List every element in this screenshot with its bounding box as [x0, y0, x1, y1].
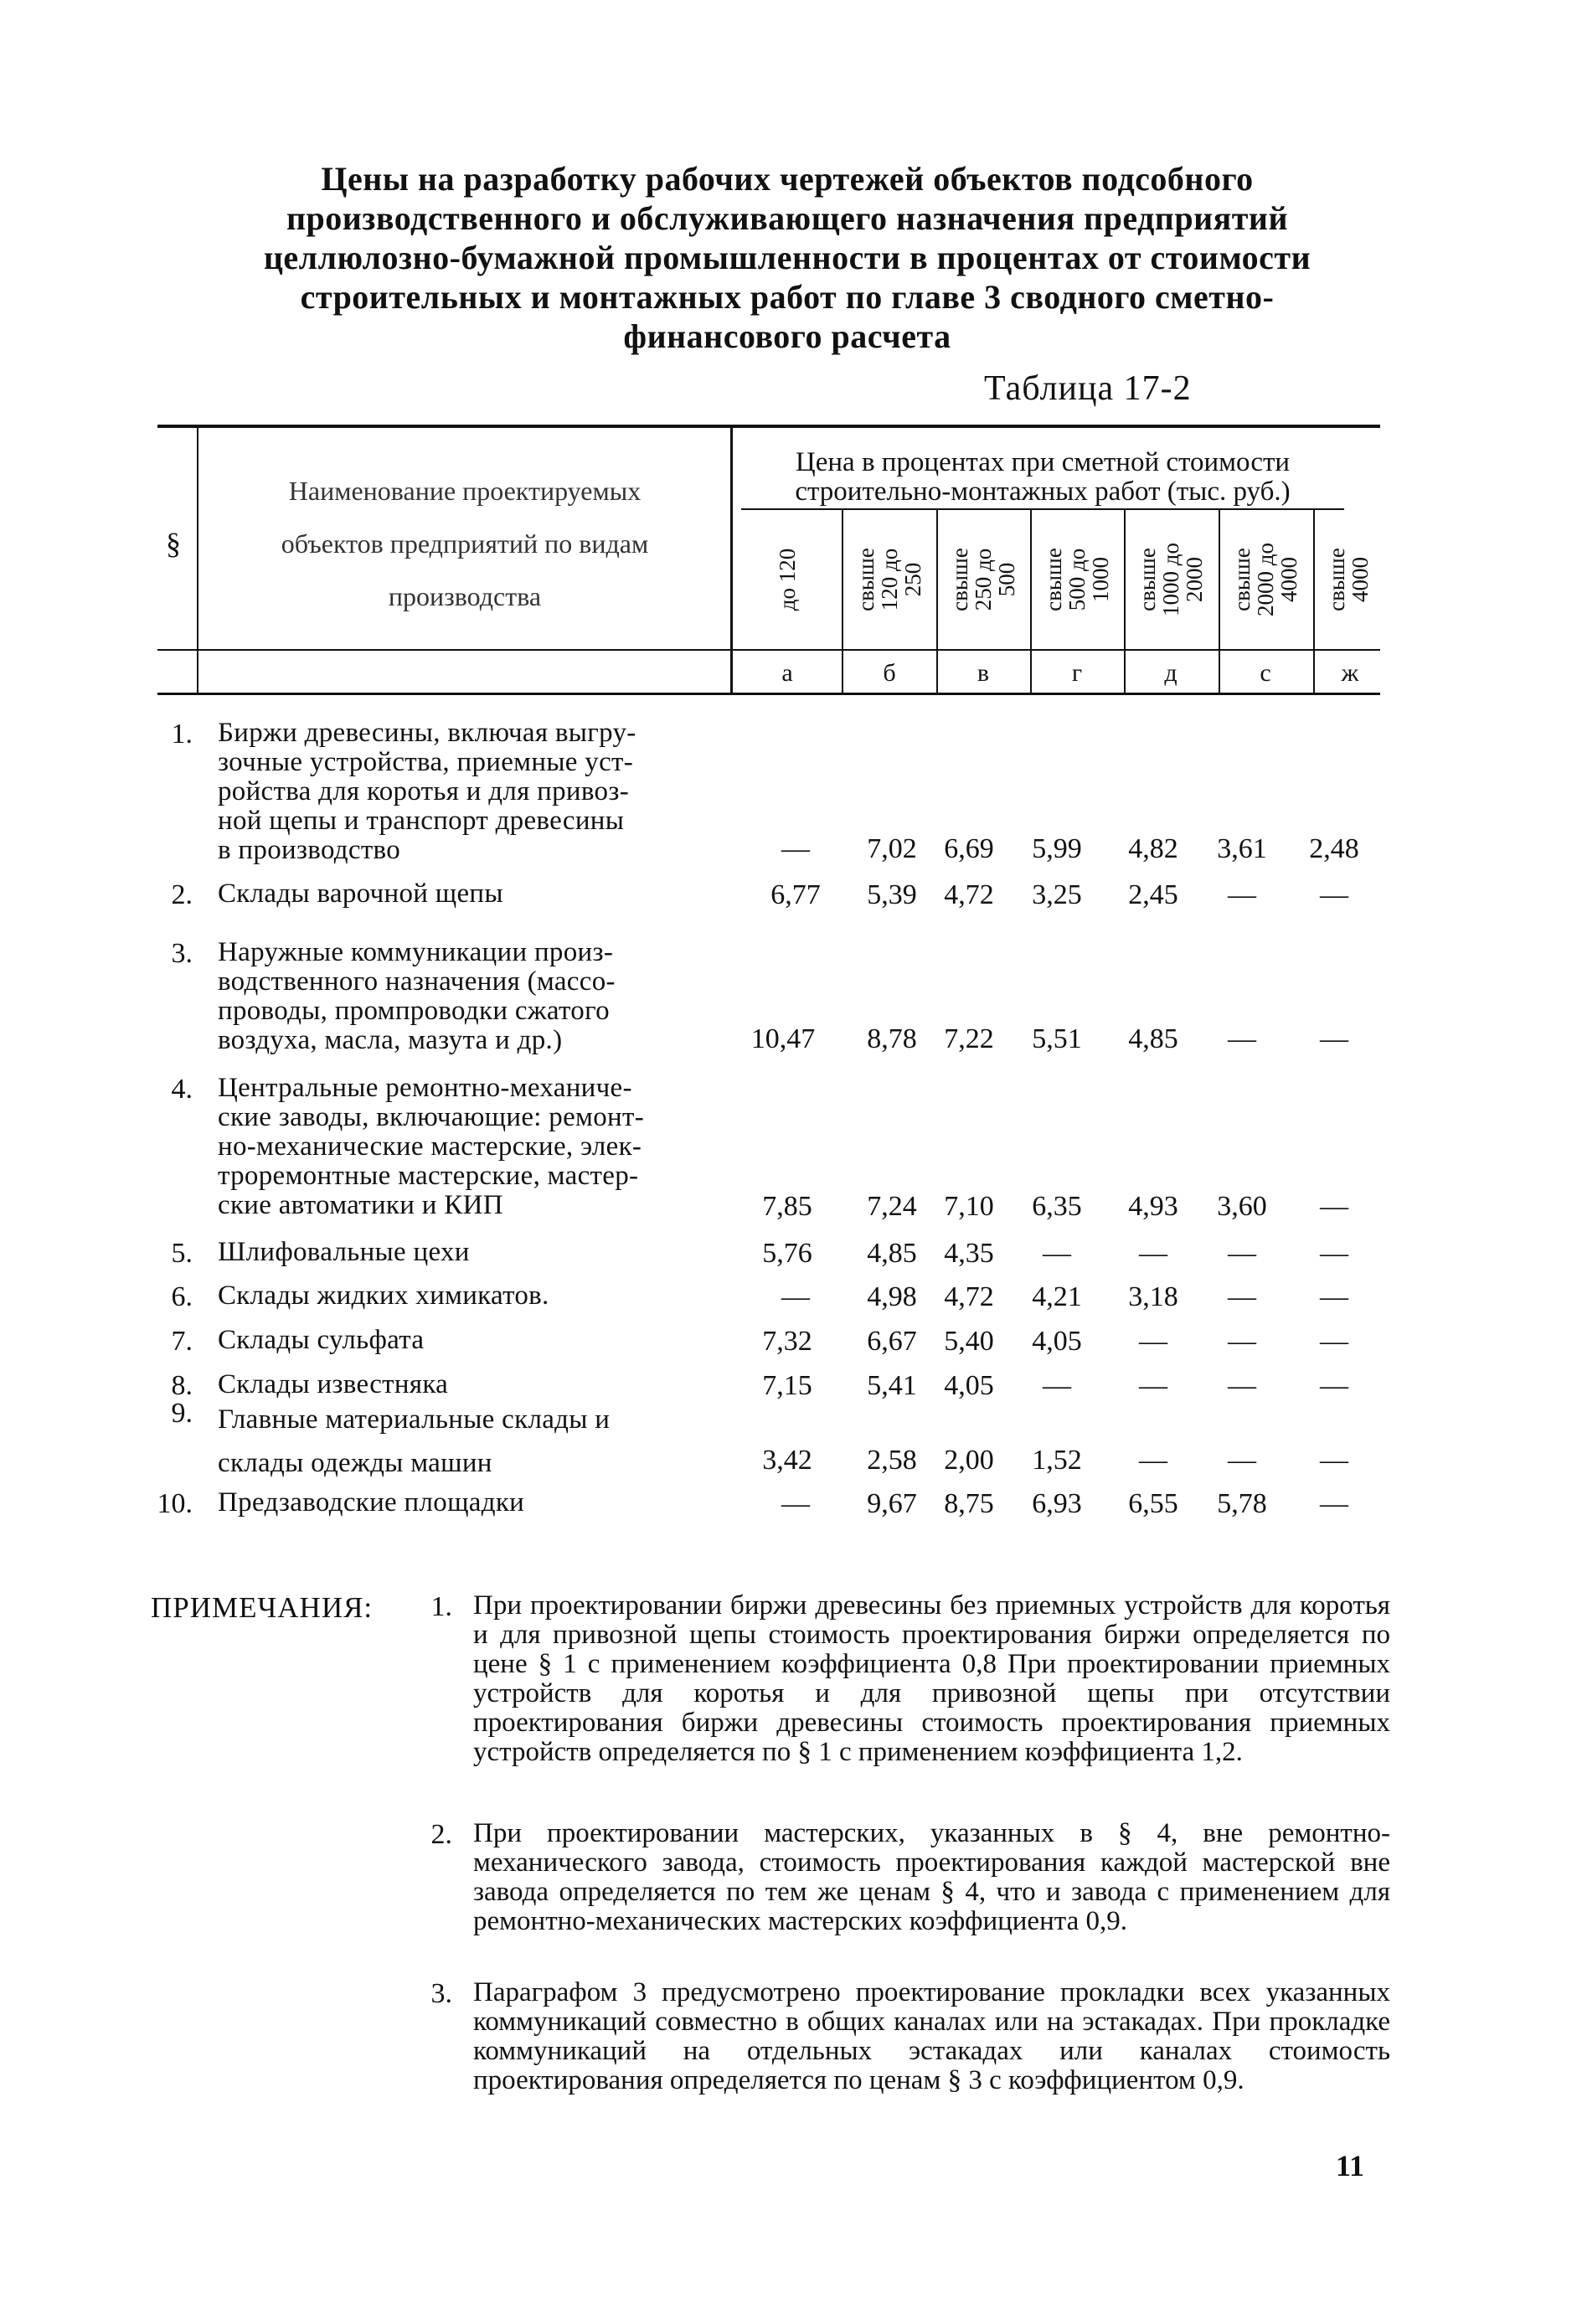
- col-divider: [1124, 508, 1126, 694]
- row-number: 5.: [171, 1238, 193, 1269]
- value-cell: 6,93: [1032, 1488, 1082, 1519]
- value-cell: —: [1139, 1445, 1167, 1476]
- value-cell: 1,52: [1032, 1445, 1082, 1476]
- column-header-line: свыше: [947, 548, 972, 611]
- value-cell: 10,47: [750, 1023, 816, 1054]
- value-cell: 2,48: [1309, 833, 1359, 864]
- column-header-zh: [1325, 548, 1372, 611]
- column-header-line: до 120: [775, 548, 800, 611]
- value-cell: 4,05: [944, 1370, 994, 1401]
- value-cell: —: [1320, 879, 1348, 910]
- value-cell: —: [781, 1488, 810, 1519]
- section-symbol: §: [166, 527, 181, 560]
- rule-top: [157, 425, 1380, 428]
- name-header-line: Наименование проектируемых: [288, 476, 642, 506]
- value-cell: 4,35: [944, 1238, 994, 1269]
- page-number: 11: [1336, 2149, 1365, 2182]
- row-number: 2.: [171, 879, 193, 910]
- name-header: [214, 465, 716, 623]
- value-cell: 4,93: [1128, 1191, 1178, 1222]
- row-number: 1.: [171, 719, 193, 750]
- column-header-line: 2000 до: [1253, 543, 1278, 616]
- column-letter: в: [977, 659, 990, 687]
- value-cell: —: [781, 833, 810, 864]
- row-name-line: Шлифовальные цехи: [218, 1237, 470, 1267]
- row-number: 10.: [157, 1488, 193, 1519]
- value-cell: 6,35: [1032, 1191, 1082, 1222]
- value-cell: 3,42: [762, 1445, 812, 1476]
- value-cell: 4,05: [1032, 1326, 1082, 1357]
- row-number: 3.: [171, 938, 193, 969]
- row-name-line: ские заводы, включающие: ремонт-: [218, 1102, 644, 1132]
- value-cell: 4,82: [1128, 833, 1178, 864]
- value-cell: —: [1228, 1023, 1256, 1054]
- value-cell: 7,02: [867, 833, 917, 864]
- row-name-line: Главные материальные склады и: [218, 1404, 611, 1435]
- row-name: [218, 1370, 724, 1399]
- column-letter: д: [1164, 659, 1177, 687]
- column-header-line: 250: [900, 562, 925, 597]
- value-cell: 4,98: [867, 1281, 917, 1312]
- value-cell: —: [1320, 1238, 1348, 1269]
- value-cell: 9,67: [867, 1488, 917, 1519]
- value-cell: —: [1228, 1238, 1256, 1269]
- value-cell: —: [1139, 1370, 1167, 1401]
- value-cell: —: [1228, 1281, 1256, 1312]
- column-header-line: 120 до: [877, 548, 902, 611]
- rule-price-group: [741, 508, 1344, 510]
- value-cell: 7,22: [944, 1023, 994, 1054]
- row-name-line: ские автоматики и КИП: [218, 1190, 503, 1220]
- row-name: [218, 938, 724, 1055]
- column-header-line: свыше: [1135, 548, 1160, 611]
- col-divider: [936, 508, 938, 694]
- value-cell: 7,24: [867, 1191, 917, 1222]
- column-header-d: [1136, 543, 1206, 616]
- title-line: строительных и монтажных работ по главе 3 сводного сметно-: [300, 278, 1275, 316]
- row-name-line: Склады варочной щепы: [218, 879, 503, 909]
- title-line: производственного и обслуживающего назначения предприятий: [286, 199, 1289, 237]
- value-cell: 8,75: [944, 1488, 994, 1519]
- row-name-line: воздуха, масла, мазута и др.): [218, 1025, 563, 1055]
- value-cell: 2,58: [867, 1445, 917, 1476]
- column-header-v: [948, 548, 1018, 611]
- value-cell: —: [1228, 1445, 1256, 1476]
- column-header-a: [776, 549, 799, 611]
- price-header: [741, 448, 1344, 507]
- row-name: [218, 1074, 724, 1220]
- value-cell: 7,32: [762, 1326, 812, 1357]
- value-cell: 6,77: [770, 879, 821, 910]
- value-cell: —: [1228, 879, 1256, 910]
- column-letter: с: [1260, 659, 1271, 687]
- value-cell: —: [1320, 1281, 1348, 1312]
- value-cell: 2,45: [1128, 879, 1178, 910]
- column-header-line: 500 до: [1064, 548, 1090, 611]
- row-number: 8.: [171, 1370, 193, 1401]
- row-name-line: проводы, промпроводки сжатого: [218, 996, 610, 1026]
- price-header-line: строительно-монтажных работ (тыс. руб.): [795, 477, 1291, 507]
- column-header-line: свыше: [853, 548, 879, 611]
- value-cell: —: [781, 1281, 810, 1312]
- title-line: целлюлозно-бумажной промышленности в процентах от стоимости: [263, 239, 1311, 276]
- row-number: 7.: [171, 1326, 193, 1357]
- value-cell: 4,72: [944, 1281, 994, 1312]
- value-cell: —: [1228, 1326, 1256, 1357]
- row-name-line: Склады известняка: [218, 1369, 449, 1399]
- col-divider: [1219, 508, 1220, 694]
- value-cell: —: [1043, 1370, 1071, 1401]
- column-header-e: [1230, 543, 1301, 616]
- row-name: [218, 879, 724, 909]
- notes-label: ПРИМЕЧАНИЯ:: [151, 1591, 374, 1624]
- column-letter: ж: [1341, 659, 1359, 687]
- title-line: финансового расчета: [623, 317, 951, 355]
- row-name-line: Предзаводские площадки: [218, 1487, 525, 1518]
- name-header-line: производства: [388, 581, 542, 611]
- value-cell: —: [1043, 1238, 1071, 1269]
- value-cell: —: [1320, 1370, 1348, 1401]
- column-header-line: свыше: [1041, 548, 1066, 611]
- col-divider: [730, 426, 733, 694]
- row-name-line: Склады сульфата: [218, 1325, 425, 1355]
- value-cell: —: [1320, 1488, 1348, 1519]
- row-name: [218, 1398, 724, 1485]
- row-name-line: троремонтные мастерские, мастер-: [218, 1161, 639, 1191]
- table-label: Таблица 17-2: [984, 369, 1192, 408]
- value-cell: 5,41: [867, 1370, 917, 1401]
- value-cell: —: [1139, 1326, 1167, 1357]
- row-name-line: склады одежды машин: [218, 1448, 492, 1478]
- row-name-line: в производство: [218, 835, 401, 865]
- value-cell: 4,21: [1032, 1281, 1082, 1312]
- value-cell: 4,85: [867, 1238, 917, 1269]
- col-divider: [197, 426, 198, 694]
- price-header-line: Цена в процентах при сметной стоимости: [795, 447, 1291, 477]
- row-name-line: Центральные ремонтно-механиче-: [218, 1073, 632, 1103]
- value-cell: 7,15: [762, 1370, 812, 1401]
- row-name: [218, 1488, 724, 1518]
- page-title: [159, 159, 1415, 356]
- note-number: 1.: [430, 1591, 452, 1622]
- rule-letters-bottom: [157, 693, 1380, 695]
- value-cell: 6,55: [1128, 1488, 1178, 1519]
- column-header-b: [854, 548, 925, 611]
- value-cell: 3,18: [1128, 1281, 1178, 1312]
- value-cell: 2,00: [944, 1445, 994, 1476]
- value-cell: 8,78: [867, 1023, 917, 1054]
- column-header-line: свыше: [1229, 548, 1255, 611]
- note-text: При проектировании биржи древесины без приемных устройств для коротья и для привозной щепы стоимость проектирования биржи определяется по цене § 1 с применением коэффициента 0,8 При проектировании приемных устройств для коротья и для привозной щепы при отсутствии проектирования биржи древесины стоимость проектирования приемных устройств определяется по § 1 с применением коэффициента 1,2.: [473, 1590, 1390, 1767]
- row-number: 9.: [171, 1398, 193, 1429]
- value-cell: 5,39: [867, 879, 917, 910]
- note-number: 3.: [430, 1978, 452, 2009]
- row-name-line: водственного назначения (массо-: [218, 966, 616, 997]
- row-number: 4.: [171, 1074, 193, 1105]
- column-header-line: 250 до: [971, 548, 996, 611]
- value-cell: 5,76: [762, 1238, 812, 1269]
- column-letter: г: [1071, 659, 1083, 687]
- note-text: При проектировании мастерских, указанных в § 4, вне ремонтно-механического завода, стоимость проектирования каждой мастерской вне завода определяется по тем же ценам § 4, что и завода с применением для ремонтно-механических мастерских коэффициента 0,9.: [473, 1818, 1390, 1936]
- value-cell: 3,61: [1217, 833, 1267, 864]
- row-name-line: Наружные коммуникации произ-: [218, 937, 614, 967]
- value-cell: —: [1320, 1191, 1348, 1222]
- col-divider: [842, 508, 843, 694]
- note-number: 2.: [430, 1819, 452, 1850]
- column-letter: а: [781, 659, 793, 687]
- value-cell: 6,69: [944, 833, 994, 864]
- value-cell: —: [1228, 1370, 1256, 1401]
- row-name: [218, 719, 724, 865]
- column-header-line: свыше: [1324, 548, 1349, 611]
- name-header-line: объектов предприятий по видам: [281, 528, 649, 559]
- value-cell: 7,10: [944, 1191, 994, 1222]
- value-cell: 5,40: [944, 1326, 994, 1357]
- value-cell: —: [1320, 1326, 1348, 1357]
- row-name-line: Биржи древесины, включая выгру-: [218, 718, 636, 748]
- value-cell: —: [1139, 1238, 1167, 1269]
- column-header-line: 1000 до: [1158, 543, 1183, 616]
- value-cell: 6,67: [867, 1326, 917, 1357]
- col-divider: [1313, 508, 1315, 694]
- column-header-line: 4000: [1276, 557, 1301, 602]
- row-name-line: зочные устройства, приемные уст-: [218, 747, 634, 777]
- note-text: Параграфом 3 предусмотрено проектирование прокладки всех указанных коммуникаций совместно в общих каналах или на эстакадах. При прокладке коммуникаций на отдельных эстакадах или каналах стоимость проектирования определяется по ценам § 3 с коэффициентом 0,9.: [473, 1977, 1390, 2095]
- row-name-line: ройства для коротья и для привоз-: [218, 776, 629, 806]
- column-header-line: 1000: [1088, 557, 1113, 602]
- row-name: [218, 1238, 724, 1267]
- value-cell: —: [1320, 1023, 1348, 1054]
- column-header-g: [1042, 548, 1112, 611]
- title-line: Цены на разработку рабочих чертежей объектов подсобного: [321, 160, 1254, 198]
- row-name: [218, 1281, 724, 1311]
- column-header-line: 4000: [1348, 557, 1373, 602]
- row-number: 6.: [171, 1281, 193, 1312]
- row-name-line: Склады жидких химикатов.: [218, 1281, 549, 1311]
- value-cell: 3,60: [1217, 1191, 1267, 1222]
- value-cell: 5,51: [1032, 1023, 1082, 1054]
- value-cell: 4,72: [944, 879, 994, 910]
- value-cell: 3,25: [1032, 879, 1082, 910]
- row-name-line: но-механические мастерские, элек-: [218, 1131, 642, 1162]
- value-cell: 4,85: [1128, 1023, 1178, 1054]
- column-letter: б: [883, 659, 896, 687]
- value-cell: 5,78: [1217, 1488, 1267, 1519]
- value-cell: 7,85: [762, 1191, 812, 1222]
- column-header-line: 500: [994, 562, 1019, 597]
- value-cell: —: [1320, 1445, 1348, 1476]
- row-name: [218, 1326, 724, 1355]
- row-name-line: ной щепы и транспорт древесины: [218, 806, 625, 836]
- rule-header-bottom: [157, 649, 1380, 651]
- value-cell: 5,99: [1032, 833, 1082, 864]
- col-divider: [1030, 508, 1032, 694]
- column-header-line: 2000: [1182, 557, 1207, 602]
